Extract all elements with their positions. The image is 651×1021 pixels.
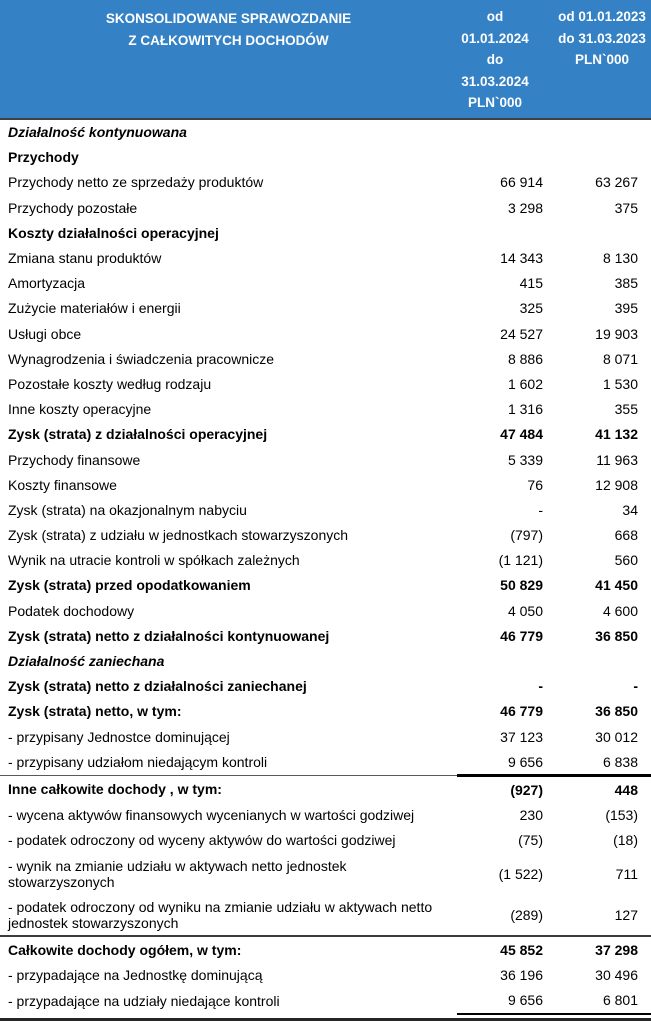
- row-label: Zysk (strata) netto z działalności zaniechanej: [8, 678, 307, 695]
- statement-title: [0, 0, 457, 119]
- table-row: [0, 472, 651, 497]
- value-2024: 24 527: [500, 325, 543, 342]
- row-label: - wycena aktywów finansowych wycenianych w wartości godziwej: [8, 807, 415, 824]
- row-label: - podatek odroczony od wyceny aktywów do wartości godziwej: [8, 832, 396, 849]
- value-2024: 8 886: [507, 350, 543, 367]
- value-2024: (75): [518, 832, 543, 849]
- row-label: Amortyzacja: [8, 275, 86, 292]
- period-2023-unit: PLN`000: [574, 52, 630, 67]
- value-2023: [554, 119, 651, 145]
- value-2023: 41 132: [595, 426, 638, 443]
- period-column-2023: [554, 0, 651, 119]
- row-label: Zysk (strata) z udziału w jednostkach stowarzyszonych: [8, 527, 349, 544]
- row-label: Pozostałe koszty według rodzaju: [8, 375, 212, 392]
- table-row: [0, 271, 651, 296]
- row-label: Zysk (strata) przed opodatkowaniem: [8, 577, 251, 594]
- value-2023: 30 012: [595, 728, 638, 745]
- row-label: Koszty działalności operacyjnej: [8, 224, 219, 241]
- value-2024: 3 298: [507, 199, 543, 216]
- row-label: - przypadające na Jednostkę dominującą: [8, 967, 263, 984]
- value-2023: 448: [614, 781, 638, 798]
- value-2024: 1 316: [507, 401, 543, 418]
- table-row: [0, 220, 651, 245]
- value-2024: 46 779: [500, 703, 543, 720]
- row-label: Działalność kontynuowana: [8, 124, 187, 141]
- value-2023: 36 850: [595, 703, 638, 720]
- value-2023: 355: [614, 401, 638, 418]
- header-row: [0, 0, 651, 119]
- value-2024: -: [538, 501, 543, 518]
- value-2023: 8 130: [602, 250, 638, 267]
- row-label: - podatek odroczony od wyniku na zmianie udziału w aktywach netto jednostek stowarzyszonych: [0, 894, 457, 936]
- value-2024: (1 121): [498, 552, 543, 569]
- row-label: Wynagrodzenia i świadczenia pracownicze: [8, 350, 275, 367]
- row-label: Zysk (strata) netto, w tym:: [8, 703, 182, 720]
- statement-title-line1: SKONSOLIDOWANE SPRAWOZDANIE: [105, 11, 352, 26]
- row-label: Zysk (strata) na okazjonalnym nabyciu: [8, 501, 247, 518]
- value-2024: [457, 220, 554, 245]
- value-2023: 8 071: [602, 350, 638, 367]
- value-2024: 47 484: [500, 426, 543, 443]
- table-row: [0, 346, 651, 371]
- value-2023: 11 963: [596, 451, 638, 468]
- value-2024: 36 196: [500, 967, 543, 984]
- table-row: [0, 195, 651, 220]
- table-row: [0, 963, 651, 988]
- table-row: [0, 145, 651, 170]
- value-2023: 4 600: [602, 602, 638, 619]
- value-2023: 63 267: [595, 174, 638, 191]
- value-2023: 6 801: [554, 988, 651, 1014]
- period-2023-to: do 31.03.2023: [558, 30, 646, 46]
- table-row: [0, 776, 651, 803]
- row-label: Przychody finansowe: [8, 451, 141, 468]
- row-label: Przychody pozostałe: [8, 199, 138, 216]
- table-row: [0, 648, 651, 673]
- value-2023: 41 450: [595, 577, 638, 594]
- value-2024: [457, 145, 554, 170]
- value-2024: (289): [457, 894, 554, 936]
- value-2023: 560: [614, 552, 638, 569]
- period-2024-to: do 31.03.2024: [461, 52, 529, 89]
- statement-title-line2: Z CAŁKOWITYCH DOCHODÓW: [128, 32, 329, 48]
- value-2024: 66 914: [500, 174, 543, 191]
- table-row: [0, 447, 651, 472]
- row-label: Inne koszty operacyjne: [8, 401, 152, 418]
- table-row: [0, 371, 651, 396]
- row-label: Przychody: [8, 149, 79, 166]
- value-2024: 76: [527, 476, 543, 493]
- row-label: Przychody netto ze sprzedaży produktów: [8, 174, 264, 191]
- value-2024: 1 602: [507, 375, 543, 392]
- value-2024: 325: [519, 300, 543, 317]
- value-2023: [554, 145, 651, 170]
- value-2023: 711: [615, 865, 638, 882]
- value-2023: 385: [614, 275, 638, 292]
- table-row: [0, 724, 651, 749]
- value-2023: [554, 220, 651, 245]
- table-row: [0, 699, 651, 724]
- table-row: [0, 245, 651, 270]
- row-label: Całkowite dochody ogółem, w tym:: [8, 941, 242, 958]
- value-2023: 30 496: [595, 967, 638, 984]
- table-row: [0, 296, 651, 321]
- value-2024: -: [538, 678, 543, 695]
- value-2023: 6 838: [554, 749, 651, 776]
- table-row: [0, 523, 651, 548]
- value-2024: (797): [510, 527, 543, 544]
- row-label: Zysk (strata) netto z działalności kontynuowanej: [8, 627, 330, 644]
- table-row: [0, 548, 651, 573]
- table-row: [0, 170, 651, 195]
- table-row: [0, 497, 651, 522]
- row-label: Wynik na utracie kontroli w spółkach zależnych: [8, 552, 300, 569]
- value-2023: (18): [613, 832, 638, 849]
- value-2023: 395: [614, 300, 638, 317]
- value-2024: 50 829: [500, 577, 543, 594]
- value-2023: 1 530: [602, 375, 638, 392]
- row-label: - przypadające na udziały niedające kontroli: [8, 992, 280, 1009]
- value-2024: 415: [519, 275, 543, 292]
- value-2024: 14 343: [500, 250, 543, 267]
- value-2023: 127: [554, 894, 651, 936]
- table-row: [0, 749, 651, 776]
- row-label: Zużycie materiałów i energii: [8, 300, 181, 317]
- table-row: [0, 828, 651, 853]
- value-2024: 45 852: [500, 941, 543, 958]
- table-row: [0, 598, 651, 623]
- value-2024: 37 123: [500, 728, 543, 745]
- row-label: Zmiana stanu produktów: [8, 250, 162, 267]
- table-body: [0, 119, 651, 1014]
- row-label: Usługi obce: [8, 325, 82, 342]
- period-2023-from: od 01.01.2023: [558, 9, 646, 24]
- table-row: [0, 936, 651, 962]
- table-row: [0, 397, 651, 422]
- table-row: [0, 119, 651, 145]
- table-row: [0, 853, 651, 894]
- value-2024: 9 656: [457, 988, 554, 1014]
- table-row: [0, 422, 651, 447]
- value-2023: 37 298: [595, 941, 638, 958]
- value-2024: 5 339: [507, 451, 543, 468]
- row-label: Działalność zaniechana: [8, 653, 165, 670]
- value-2024: 230: [519, 807, 543, 824]
- value-2024: (927): [510, 781, 543, 798]
- value-2023: 34: [622, 501, 638, 518]
- row-label: - przypisany Jednostce dominującej: [8, 728, 230, 745]
- value-2024: 4 050: [507, 602, 543, 619]
- value-2023: [554, 648, 651, 673]
- table-row: [0, 674, 651, 699]
- table-row: [0, 623, 651, 648]
- value-2023: (153): [605, 807, 638, 824]
- value-2023: 375: [614, 199, 638, 216]
- value-2023: 19 903: [595, 325, 638, 342]
- value-2023: -: [633, 678, 638, 695]
- period-2024-from: od 01.01.2024: [461, 9, 529, 46]
- row-label: - wynik na zmianie udziału w aktywach netto jednostek stowarzyszonych: [8, 857, 347, 890]
- table-row: [0, 894, 651, 936]
- table-row: [0, 573, 651, 598]
- row-label: Podatek dochodowy: [8, 602, 135, 619]
- table-row: [0, 803, 651, 828]
- period-2024-unit: PLN`000: [467, 95, 523, 110]
- period-column-2024: [457, 0, 554, 119]
- value-2024: [457, 119, 554, 145]
- row-label: Inne całkowite dochody , w tym:: [8, 781, 222, 798]
- table-header: [0, 0, 651, 119]
- value-2023: 12 908: [595, 476, 638, 493]
- table-row: [0, 988, 651, 1014]
- value-2023: 36 850: [595, 627, 638, 644]
- value-2023: 668: [614, 527, 638, 544]
- value-2024: 9 656: [457, 749, 554, 776]
- value-2024: 46 779: [500, 627, 543, 644]
- table-row: [0, 321, 651, 346]
- row-label: Zysk (strata) z działalności operacyjnej: [8, 426, 268, 443]
- value-2024: (1 522): [498, 865, 543, 882]
- row-label: Koszty finansowe: [8, 476, 117, 493]
- row-label: - przypisany udziałom niedającym kontroli: [0, 749, 457, 776]
- value-2024: [457, 648, 554, 673]
